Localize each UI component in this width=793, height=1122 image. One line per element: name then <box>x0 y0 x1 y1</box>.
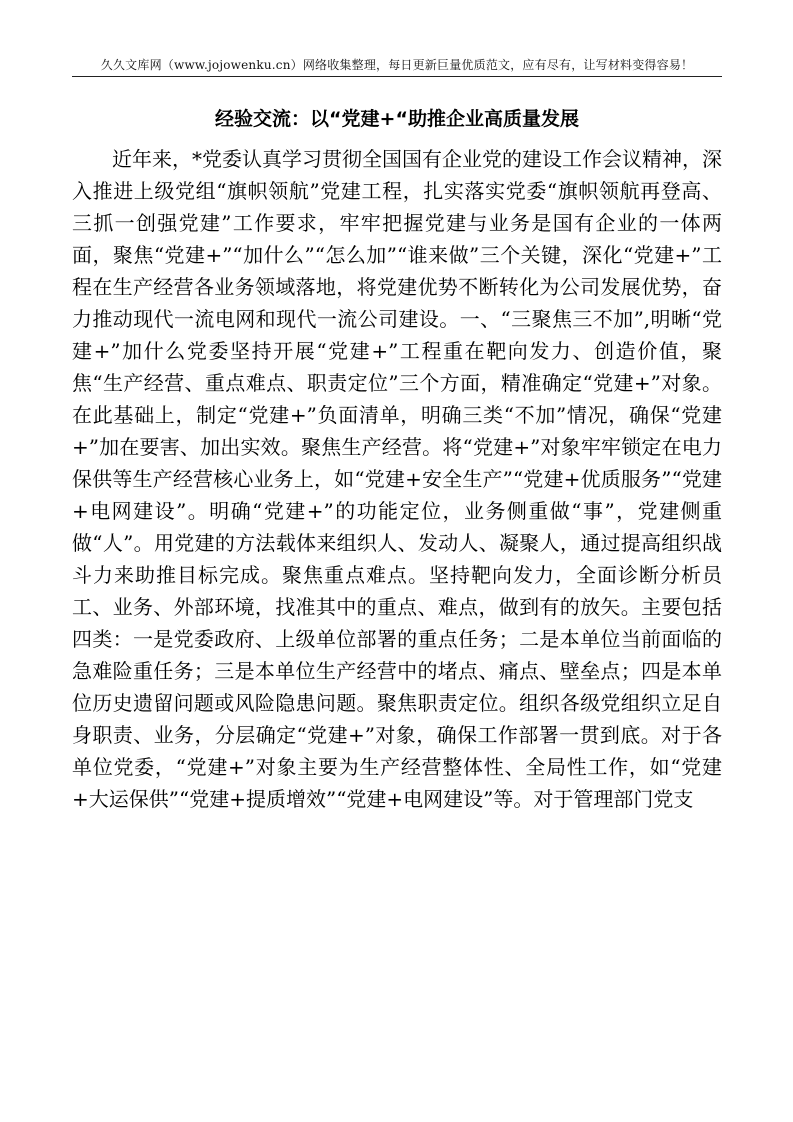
running-header: 久久文库网（www.jojowenku.cn）网络收集整理，每日更新巨量优质范文，应有尽有，让写材料变得容易！ <box>100 58 694 72</box>
body-paragraph: 近年来，*党委认真学习贯彻全国国有企业党的建设工作会议精神，深入推进上级党组“旗帜领航”党建工程，扎实落实党委“旗帜领航再登高、三抓一创强党建”工作要求，牢牢把握党建与业务是国有企业的一体两面，聚焦“党建+”“加什么”“怎么加”“谁来做”三个关键，深化“党建+”工程在生产经营各业务领域落地，将党建优势不断转化为公司发展优势，奋力推动现代一流电网和现代一流公司建设。一、“三聚焦三不加”,明晰“党建+”加什么党委坚持开展“党建+”工程重在靶向发力、创造价值，聚焦“生产经营、重点难点、职责定位”三个方面，精准确定“党建+”对象。在此基础上，制定“党建+”负面清单，明确三类“不加”情况，确保“党建+”加在要害、加出实效。聚焦生产经营。将“党建+”对象牢牢锁定在电力保供等生产经营核心业务上，如“党建+安全生产”“党建+优质服务”“党建+电网建设”。明确“党建+”的功能定位，业务侧重做“事”，党建侧重做“人”。用党建的方法载体来组织人、发动人、凝聚人，通过提高组织战斗力来助推目标完成。聚焦重点难点。坚持靶向发力，全面诊断分析员工、业务、外部环境，找准其中的重点、难点，做到有的放矢。主要包括四类：一是党委政府、上级单位部署的重点任务；二是本单位当前面临的急难险重任务；三是本单位生产经营中的堵点、痛点、壁垒点；四是本单位历史遗留问题或风险隐患问题。聚焦职责定位。组织各级党组织立足自身职责、业务，分层确定“党建+”对象，确保工作部署一贯到底。对于各单位党委，“党建+”对象主要为生产经营整体性、全局性工作，如“党建+大运保供”“党建+提质增效”“党建+电网建设”等。对于管理部门党支 <box>72 147 722 811</box>
header-divider <box>72 76 722 77</box>
document-title: 经验交流：以“党建+“助推企业高质量发展 <box>215 108 579 130</box>
